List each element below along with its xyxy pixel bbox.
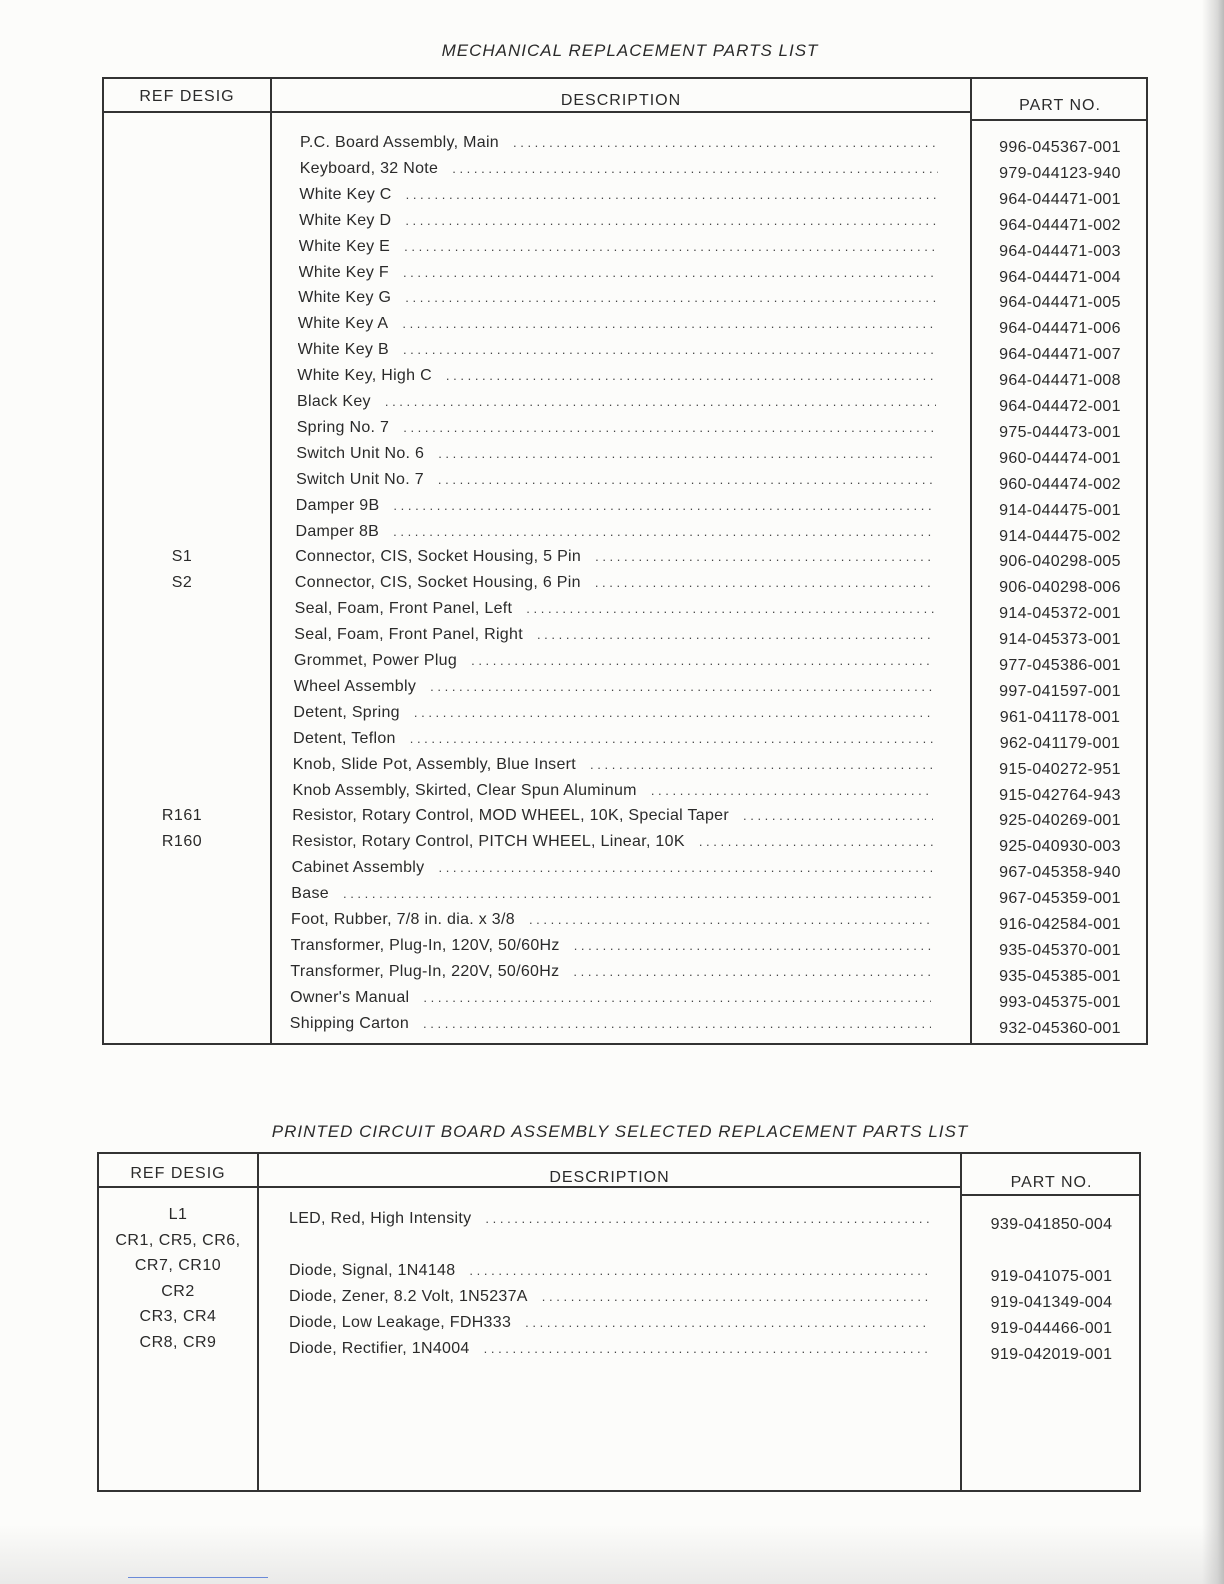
description-text: Knob, Slide Pot, Assembly, Blue Insert	[292, 755, 577, 773]
mechanical-title: MECHANICAL REPLACEMENT PARTS LIST	[441, 41, 819, 60]
header-rule	[99, 1186, 257, 1188]
ref-desig-header: REF DESIG	[130, 1165, 226, 1182]
part-number-cell: 919-041075-001	[990, 1268, 1113, 1285]
part-number-cell: 996-045367-001	[999, 139, 1121, 156]
description-cell	[295, 574, 935, 592]
description-text: Diode, Low Leakage, FDH333	[289, 1314, 512, 1331]
leader-dots	[410, 731, 934, 746]
part-number-cell: 915-042764-943	[999, 786, 1121, 804]
part-number-cell: 925-040930-003	[999, 838, 1121, 856]
part-number-cell: 977-045386-001	[999, 657, 1121, 674]
leader-dots	[406, 187, 938, 202]
description-text: Connector, CIS, Socket Housing, 6 Pin	[294, 574, 581, 592]
part-number-cell: 960-044474-001	[999, 449, 1121, 467]
part-number-cell: 964-044471-008	[999, 372, 1121, 390]
leader-dots	[469, 1263, 929, 1278]
ref-desig-header: REF DESIG	[139, 88, 235, 105]
leader-dots	[542, 1289, 929, 1304]
leader-dots	[423, 1016, 931, 1031]
column-divider	[270, 79, 272, 1043]
header-rule	[270, 111, 970, 113]
part-number-cell: 997-041597-001	[999, 682, 1121, 700]
description-cell	[292, 859, 933, 877]
description-text: Damper 8B	[295, 522, 380, 540]
leader-dots	[471, 653, 934, 668]
ref-desig-cell: CR8, CR9	[139, 1334, 217, 1351]
part-number-cell: 964-044471-001	[999, 190, 1121, 208]
description-text: Switch Unit No. 7	[296, 470, 424, 488]
part-number-cell: 915-040272-951	[999, 760, 1121, 778]
part-number-cell: 932-045360-001	[999, 1019, 1121, 1037]
description-cell	[298, 289, 937, 307]
description-cell	[294, 652, 934, 670]
description-text: Wheel Assembly	[293, 677, 417, 695]
leader-dots	[414, 705, 934, 720]
part-number-cell: 935-045370-001	[999, 941, 1121, 959]
part-number-cell: 960-044474-002	[999, 475, 1121, 493]
description-cell	[298, 341, 937, 359]
part-number-cell: 919-042019-001	[990, 1346, 1113, 1363]
description-text: Spring No. 7	[296, 418, 390, 436]
part-number-cell: 979-044123-940	[999, 164, 1121, 182]
description-text: Cabinet Assembly	[291, 859, 425, 877]
leader-dots	[403, 265, 937, 280]
leader-dots	[699, 834, 933, 849]
description-text: Seal, Foam, Front Panel, Right	[294, 626, 523, 644]
ref-desig-cell: S2	[171, 574, 193, 592]
leader-dots	[452, 161, 938, 176]
description-cell	[299, 238, 937, 256]
description-cell	[294, 678, 934, 696]
leader-dots	[405, 213, 937, 228]
leader-dots	[743, 808, 933, 823]
part-number-cell: 964-044471-007	[999, 346, 1121, 364]
part-number-cell: 964-044471-005	[999, 294, 1121, 312]
part-number-cell: 914-044475-001	[999, 501, 1121, 519]
column-divider	[257, 1154, 259, 1490]
description-text: White Key G	[298, 289, 392, 307]
leader-dots	[573, 964, 931, 979]
leader-dots	[595, 575, 935, 590]
ref-desig-cell: R161	[161, 807, 203, 825]
description-text: Base	[291, 885, 329, 903]
description-text: Switch Unit No. 6	[296, 444, 425, 462]
ref-desig-cell: CR3, CR4	[139, 1308, 217, 1326]
leader-dots	[590, 757, 933, 772]
description-cell	[292, 807, 933, 825]
part-number-cell: 964-044472-001	[999, 398, 1121, 415]
description-text: White Key E	[298, 237, 391, 255]
part-number-cell: 935-045385-001	[999, 967, 1121, 985]
part-number-cell: 967-045358-940	[999, 864, 1121, 882]
description-text: White Key F	[298, 263, 389, 281]
description-cell	[299, 212, 937, 230]
pcb-title: PRINTED CIRCUIT BOARD ASSEMBLY SELECTED REPLACEMENT PARTS LIST	[271, 1122, 969, 1141]
part-number-cell: 962-041179-001	[999, 734, 1121, 752]
leader-dots	[574, 938, 932, 953]
ref-desig-cell: CR1, CR5, CR6,	[115, 1231, 241, 1249]
description-cell	[293, 704, 933, 722]
leader-dots	[525, 1315, 929, 1330]
description-cell	[291, 885, 932, 903]
part-number-cell: 916-042584-001	[999, 916, 1121, 933]
description-cell	[296, 523, 936, 541]
page-edge-shadow	[1202, 0, 1224, 1584]
description-text: Transformer, Plug-In, 120V, 50/60Hz	[290, 936, 560, 954]
description-cell	[296, 471, 935, 489]
description-text: Foot, Rubber, 7/8 in. dia. x 3/8	[291, 911, 515, 928]
mechanical-parts-table	[102, 77, 1148, 1045]
leader-dots	[393, 524, 935, 539]
part-number-cell: 919-044466-001	[990, 1320, 1113, 1337]
header-rule	[104, 111, 270, 113]
ref-desig-cell: S1	[171, 548, 193, 566]
leader-dots	[513, 135, 938, 150]
ref-desig-cell: CR2	[161, 1282, 195, 1300]
description-cell	[289, 1340, 929, 1358]
leader-dots	[393, 498, 935, 513]
part-number-cell: 964-044471-003	[999, 242, 1121, 260]
description-cell	[295, 548, 935, 566]
ref-desig-cell: R160	[161, 833, 203, 851]
description-text: Resistor, Rotary Control, MOD WHEEL, 10K, Special Taper	[292, 807, 729, 825]
description-text: Connector, CIS, Socket Housing, 5 Pin	[295, 548, 582, 566]
part-number-cell: 967-045359-001	[999, 890, 1121, 908]
part-number-cell: 914-044475-002	[999, 527, 1121, 545]
description-cell	[294, 626, 934, 644]
leader-dots	[402, 316, 936, 331]
description-cell	[290, 963, 931, 981]
leader-dots	[438, 860, 932, 875]
description-header: DESCRIPTION	[560, 92, 682, 109]
part-number-cell: 961-041178-001	[999, 708, 1121, 726]
leader-dots	[537, 627, 934, 642]
description-text: Shipping Carton	[289, 1014, 410, 1032]
part-no-header: PART NO.	[1019, 97, 1101, 114]
part-no-header: PART NO.	[1010, 1174, 1093, 1191]
part-number-cell: 919-041349-004	[990, 1294, 1113, 1311]
description-text: White Key B	[297, 341, 389, 359]
description-cell	[300, 134, 938, 152]
description-cell	[293, 782, 934, 800]
description-text: Diode, Signal, 1N4148	[289, 1262, 456, 1279]
leader-dots	[403, 420, 936, 435]
ref-desig-cell: CR7, CR10	[134, 1257, 222, 1275]
description-cell	[299, 186, 937, 204]
description-text: Seal, Foam, Front Panel, Left	[294, 600, 513, 618]
leader-dots	[484, 1341, 929, 1356]
description-text: LED, Red, High Intensity	[289, 1210, 472, 1227]
description-cell	[297, 393, 936, 411]
description-cell	[297, 367, 936, 385]
description-cell	[298, 315, 937, 333]
description-cell	[293, 730, 933, 748]
leader-dots	[438, 472, 935, 487]
part-number-cell: 975-044473-001	[999, 423, 1121, 441]
header-rule	[970, 119, 1148, 121]
description-cell	[289, 1314, 929, 1332]
leader-dots	[423, 990, 931, 1005]
leader-dots	[385, 394, 936, 409]
description-cell	[289, 1288, 929, 1306]
part-number-cell: 964-044471-002	[999, 216, 1121, 234]
description-text: Transformer, Plug-In, 220V, 50/60Hz	[290, 962, 560, 980]
description-cell	[295, 600, 935, 618]
leader-dots	[404, 239, 937, 254]
description-header: DESCRIPTION	[549, 1169, 670, 1186]
leader-dots	[529, 912, 932, 927]
description-text: Detent, Teflon	[293, 729, 396, 747]
part-number-cell: 914-045372-001	[999, 605, 1121, 623]
description-text: White Key C	[299, 185, 392, 203]
description-cell	[293, 756, 933, 774]
leader-dots	[438, 446, 935, 461]
description-cell	[292, 833, 933, 851]
description-cell	[299, 264, 938, 282]
pcb-parts-table	[97, 1152, 1141, 1492]
leader-dots	[651, 783, 933, 798]
description-text: Grommet, Power Plug	[294, 652, 458, 669]
description-text: White Key A	[297, 315, 389, 333]
description-text: Keyboard, 32 Note	[299, 159, 439, 177]
part-number-cell: 964-044471-004	[999, 268, 1121, 286]
part-number-cell: 906-040298-005	[999, 553, 1121, 571]
description-text: Knob Assembly, Skirted, Clear Spun Aluminum	[292, 781, 637, 799]
description-cell	[291, 937, 932, 955]
leader-dots	[343, 886, 932, 901]
leader-dots	[526, 601, 934, 616]
description-cell	[290, 989, 931, 1007]
description-text: Owner's Manual	[290, 988, 410, 1006]
description-cell	[296, 497, 935, 515]
description-cell	[297, 419, 936, 437]
leader-dots	[485, 1211, 929, 1226]
description-cell	[289, 1210, 929, 1228]
description-text: Diode, Zener, 8.2 Volt, 1N5237A	[289, 1288, 528, 1305]
leader-dots	[595, 549, 935, 564]
bottom-rule	[128, 1577, 268, 1578]
page-bottom-shade	[0, 1524, 1224, 1584]
description-text: Black Key	[297, 393, 371, 410]
description-cell	[300, 160, 938, 178]
part-number-cell: 939-041850-004	[990, 1216, 1113, 1233]
part-number-cell: 993-045375-001	[999, 993, 1121, 1011]
description-text: White Key, High C	[297, 367, 432, 385]
ref-desig-cell: L1	[168, 1206, 188, 1223]
leader-dots	[403, 342, 936, 357]
description-cell	[291, 911, 932, 929]
leader-dots	[405, 290, 936, 305]
part-number-cell: 964-044471-006	[999, 320, 1121, 338]
description-text: Damper 9B	[295, 496, 380, 514]
header-rule	[960, 1194, 1141, 1196]
description-text: Detent, Spring	[293, 703, 400, 721]
description-cell	[296, 445, 935, 463]
description-cell	[290, 1015, 931, 1033]
leader-dots	[430, 679, 934, 694]
leader-dots	[446, 368, 936, 383]
description-text: Resistor, Rotary Control, PITCH WHEEL, Linear, 10K	[291, 833, 685, 851]
description-text: Diode, Rectifier, 1N4004	[289, 1340, 470, 1357]
description-text: P.C. Board Assembly, Main	[300, 134, 499, 151]
part-number-cell: 914-045373-001	[999, 631, 1121, 649]
part-number-cell: 906-040298-006	[999, 579, 1121, 597]
part-number-cell: 925-040269-001	[999, 812, 1121, 830]
description-text: White Key D	[299, 211, 392, 229]
description-cell	[289, 1262, 929, 1280]
